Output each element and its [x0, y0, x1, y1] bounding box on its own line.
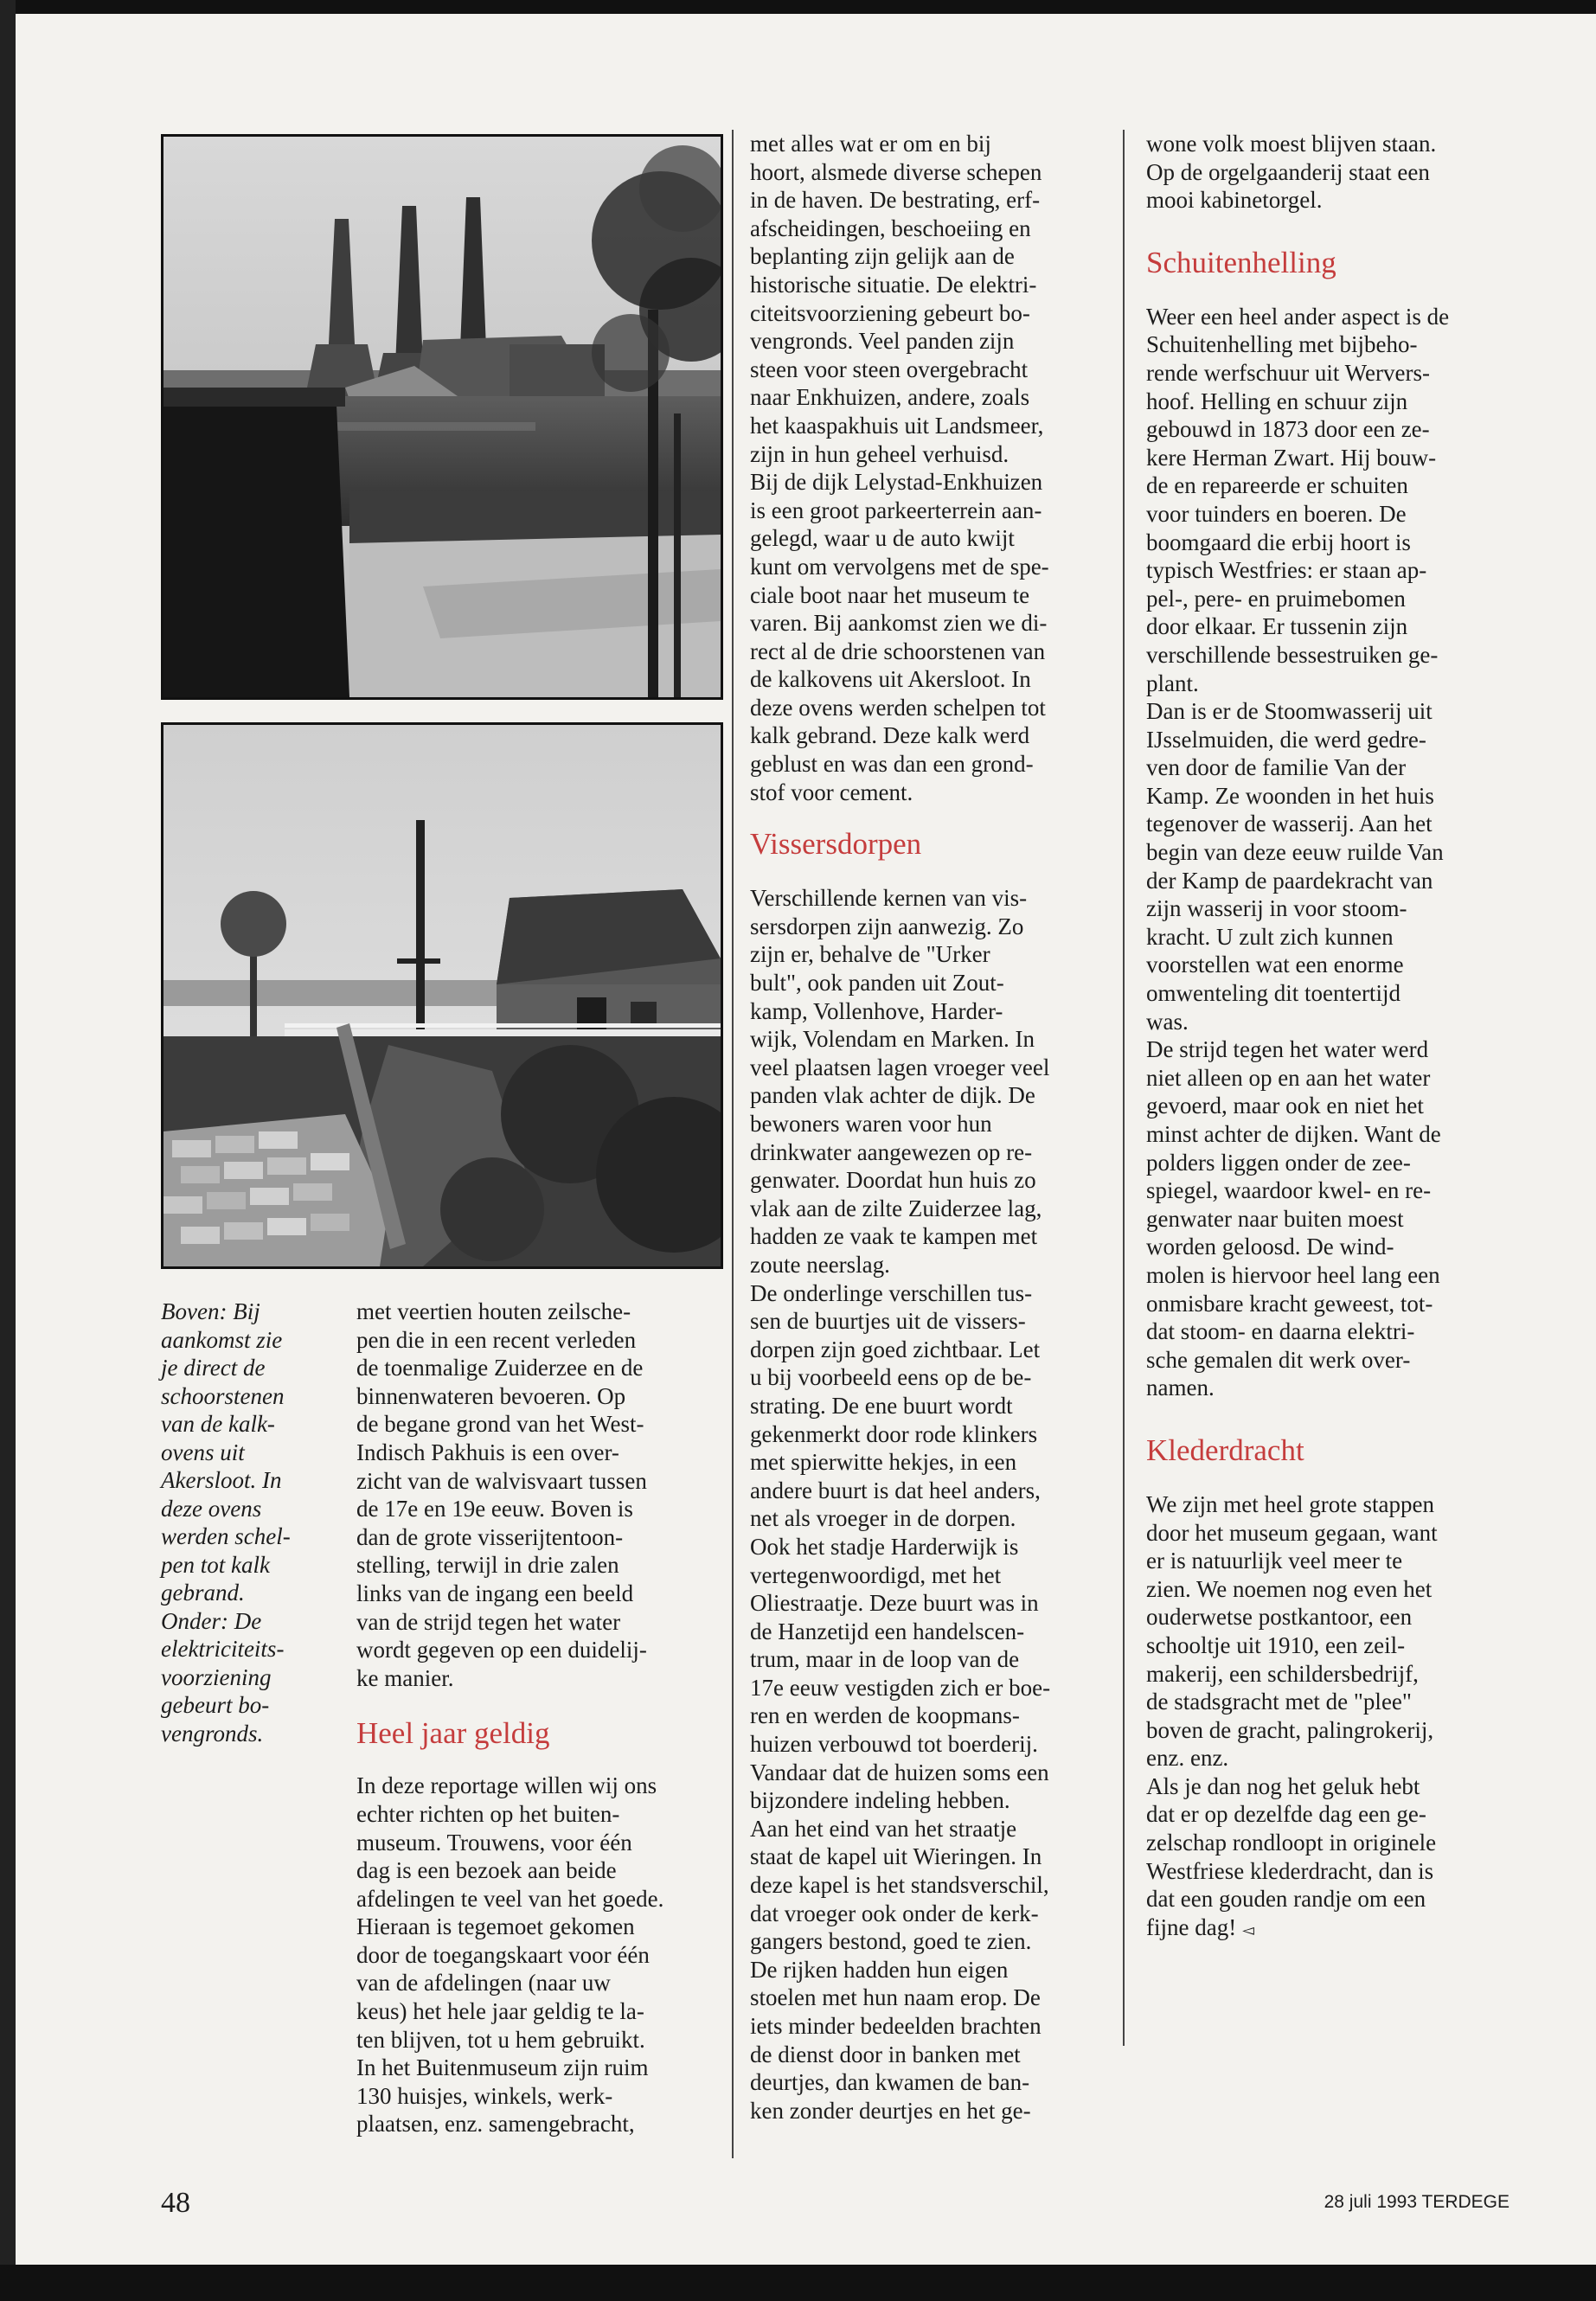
heading-heel-jaar-geldig: Heel jaar geldig	[356, 1716, 550, 1751]
col2-body-text	[356, 1772, 720, 2138]
caption-line: van de kalk-	[161, 1411, 275, 1437]
text-line: gekenmerkt door rode klinkers	[750, 1420, 1038, 1447]
heading-schuitenhelling: Schuitenhelling	[1146, 245, 1336, 279]
text-line: 130 huisjes, winkels, werk-	[356, 2082, 613, 2109]
text-line: sche gemalen dit werk over-	[1146, 1346, 1411, 1373]
text-line: ke manier.	[356, 1664, 454, 1691]
text-line: kalk gebrand. Deze kalk werd	[750, 722, 1030, 749]
text-line: steen voor steen overgebracht	[750, 356, 1029, 382]
text-line: net als vroeger in de dorpen.	[750, 1505, 1016, 1532]
text-line: varen. Bij aankomst zien we di-	[750, 610, 1048, 637]
text-line: gebouwd in 1873 door een ze-	[1146, 416, 1430, 443]
text-line: door het museum gegaan, want	[1146, 1519, 1438, 1546]
text-line: historische situatie. De elektri-	[750, 271, 1037, 298]
issue-footer: 28 juli 1993 TERDEGE	[1324, 2192, 1509, 2212]
text-line: 17e eeuw vestigden zich er boe-	[750, 1674, 1051, 1701]
text-line: boomgaard die erbij hoort is	[1146, 529, 1411, 555]
text-line: pel-, pere- en pruimebomen	[1146, 585, 1406, 612]
text-line: vlak aan de zilte Zuiderzee lag,	[750, 1195, 1042, 1221]
text-line: ken zonder deurtjes en het ge-	[750, 2097, 1031, 2124]
text-line: Oliestraatje. Deze buurt was in	[750, 1590, 1039, 1617]
caption-line: Akersloot. In	[161, 1467, 282, 1493]
text-line: stelling, terwijl in drie zalen	[356, 1552, 619, 1579]
text-line: der Kamp de paardekracht van	[1146, 867, 1433, 894]
house-icon	[163, 725, 721, 1266]
text-line: panden vlak achter de dijk. De	[750, 1082, 1035, 1109]
text-line: deurtjes, dan kwamen de ban-	[750, 2069, 1030, 2096]
text-line: afscheidingen, beschoeiing en	[750, 215, 1031, 241]
text-line: Vandaar dat de huizen soms een	[750, 1759, 1049, 1785]
text-line: voorstellen wat een enorme	[1146, 952, 1404, 978]
text-line: IJsselmuiden, die werd gedre-	[1146, 726, 1426, 753]
col3-body-text	[750, 884, 1109, 2125]
text-column-4	[1146, 130, 1509, 2158]
text-line: enz. enz.	[1146, 1745, 1229, 1772]
caption-line: pen tot kalk	[161, 1551, 270, 1578]
text-line: dan de grote visserijtentoon-	[356, 1523, 624, 1550]
text-line: met spierwitte hekjes, in een	[750, 1449, 1017, 1476]
text-line: zijn wasserij in voor stoom-	[1146, 895, 1407, 922]
text-line: trum, maar in de loop van de	[750, 1646, 1020, 1673]
text-column-2	[356, 1298, 720, 2158]
text-line: verschillende bessestruiken ge-	[1146, 641, 1439, 668]
text-line: kere Herman Zwart. Hij bouw-	[1146, 444, 1437, 471]
text-line: de kalkovens uit Akersloot. In	[750, 666, 1031, 693]
text-line: Westfriese klederdracht, dan is	[1146, 1857, 1434, 1884]
caption-line: voorziening	[161, 1663, 272, 1690]
text-line: door de toegangskaart voor één	[356, 1941, 650, 1968]
end-of-article-icon: ◅	[1241, 1920, 1254, 1939]
text-line: andere buurt is dat heel anders,	[750, 1477, 1041, 1503]
column-divider	[732, 130, 734, 2158]
text-line: deze kapel is het standsverschil,	[750, 1872, 1049, 1899]
text-line: De onderlinge verschillen tus-	[750, 1279, 1033, 1306]
text-line: van de strijd tegen het water	[356, 1608, 621, 1635]
text-line: omwenteling dit toentertijd	[1146, 980, 1401, 1007]
text-line: Aan het eind van het straatje	[750, 1815, 1017, 1842]
photo-caption	[161, 1298, 334, 1747]
caption-line: aankomst zie	[161, 1326, 283, 1353]
text-line: begin van deze eeuw ruilde Van	[1146, 839, 1444, 866]
text-line: Verschillende kernen van vis-	[750, 885, 1028, 912]
text-line: zien. We noemen nog even het	[1146, 1575, 1433, 1602]
text-line: de stadsgracht met de "plee"	[1146, 1689, 1412, 1715]
text-line: staat de kapel uit Wieringen. In	[750, 1843, 1042, 1870]
text-line: genwater. Doordat hun huis zo	[750, 1167, 1036, 1194]
text-line: bult", ook panden uit Zout-	[750, 970, 1004, 997]
text-line: wordt gegeven op een duidelij-	[356, 1637, 647, 1663]
text-line: iets minder bedeelden brachten	[750, 2013, 1042, 2039]
text-line: van de afdelingen (naar uw	[356, 1970, 611, 1997]
text-line: plant.	[1146, 670, 1199, 696]
text-line: niet alleen op en aan het water	[1146, 1064, 1431, 1091]
text-line: dat vroeger ook onder de kerk-	[750, 1900, 1039, 1926]
text-line: beplanting zijn gelijk aan de	[750, 243, 1015, 270]
text-line: ouderwetse postkantoor, een	[1146, 1604, 1413, 1631]
house-photo	[161, 722, 723, 1269]
text-line: zelschap rondloopt in originele	[1146, 1830, 1437, 1856]
text-line: Als je dan nog het geluk hebt	[1146, 1772, 1420, 1799]
text-line: wijk, Volendam en Marken. In	[750, 1026, 1035, 1053]
text-line: spiegel, waardoor kwel- en re-	[1146, 1177, 1432, 1204]
text-line: onmisbare kracht geweest, tot-	[1146, 1290, 1433, 1317]
text-line: museum. Trouwens, voor één	[356, 1829, 632, 1856]
text-line: deze ovens werden schelpen tot	[750, 694, 1046, 721]
text-line: was.	[1146, 1008, 1189, 1035]
text-line: gevoerd, maar ook en niet het	[1146, 1093, 1424, 1119]
text-line: kracht. U zult zich kunnen	[1146, 923, 1394, 950]
text-line: wone volk moest blijven staan.	[1146, 131, 1437, 157]
caption-line: Boven: Bij	[161, 1298, 260, 1324]
text-line: Dan is er de Stoomwasserij uit	[1146, 698, 1433, 725]
text-line: typisch Westfries: er staan ap-	[1146, 557, 1427, 584]
text-line: Weer een heel ander aspect is de	[1146, 303, 1450, 330]
text-line: afdelingen te veel van het goede.	[356, 1885, 664, 1912]
text-line: de Hanzetijd een handelscen-	[750, 1618, 1025, 1644]
text-line: De strijd tegen het water werd	[1146, 1036, 1429, 1063]
text-line: is een groot parkeerterrein aan-	[750, 497, 1042, 523]
heading-vissersdorpen: Vissersdorpen	[750, 827, 922, 862]
text-line: bijzondere indeling hebben.	[750, 1787, 1010, 1814]
text-line: Hieraan is tegemoet gekomen	[356, 1913, 635, 1940]
text-line: plaatsen, enz. samengebracht,	[356, 2111, 635, 2138]
text-line: genwater naar buiten moest	[1146, 1205, 1404, 1232]
text-line: zijn in hun geheel verhuisd.	[750, 440, 1010, 467]
col4-schuiten-text	[1146, 303, 1509, 1402]
text-column-3	[750, 130, 1109, 2158]
text-line: strating. De ene buurt wordt	[750, 1392, 1013, 1419]
caption-line: Onder: De	[161, 1607, 262, 1634]
text-line: de 17e en 19e eeuw. Boven is	[356, 1496, 633, 1522]
caption-line: elektriciteits-	[161, 1636, 285, 1662]
text-line: Bij de dijk Lelystad-Enkhuizen	[750, 469, 1043, 496]
text-line: worden geloosd. De wind-	[1146, 1234, 1394, 1260]
kilns-photo	[161, 134, 723, 700]
text-line: makerij, een schildersbedrijf,	[1146, 1660, 1419, 1687]
text-line: We zijn met heel grote stappen	[1146, 1490, 1434, 1517]
text-line: zoute neerslag.	[750, 1251, 890, 1278]
text-line: naar Enkhuizen, andere, zoals	[750, 384, 1030, 411]
text-line: hoort, alsmede diverse schepen	[750, 158, 1042, 185]
col4-kleder-text	[1146, 1490, 1509, 1945]
caption-line: gebrand.	[161, 1580, 245, 1606]
text-line: de dienst door in banken met	[750, 2041, 1021, 2067]
text-line: rende werfschuur uit Wervers-	[1146, 359, 1430, 386]
text-line: minst achter de dijken. Want de	[1146, 1121, 1441, 1147]
text-line: in de haven. De bestrating, erf-	[750, 187, 1041, 214]
col4-intro-text	[1146, 130, 1509, 215]
caption-line: schoorstenen	[161, 1382, 285, 1409]
text-line: molen is hiervoor heel lang een	[1146, 1261, 1440, 1288]
text-line: hadden ze vaak te kampen met	[750, 1223, 1038, 1250]
caption-line: werden schel-	[161, 1523, 291, 1549]
scan-border-bottom	[0, 2265, 1596, 2301]
text-line: tegenover de wasserij. Aan het	[1146, 811, 1433, 837]
text-line: het kaaspakhuis uit Landsmeer,	[750, 412, 1044, 439]
col2-intro-text	[356, 1298, 720, 1692]
text-line: ciale boot naar het museum te	[750, 581, 1030, 608]
column-divider	[1123, 130, 1125, 2046]
text-line: drinkwater aangewezen op re-	[750, 1138, 1033, 1165]
text-line: fijne dag! ◅	[1146, 1913, 1254, 1940]
text-line: vertegenwoordigd, met het	[750, 1561, 1002, 1588]
text-line: met veertien houten zeilsche-	[356, 1298, 631, 1324]
kilns-icon	[163, 137, 721, 697]
text-line: stoelen met hun naam erop. De	[750, 1984, 1041, 2011]
text-line: de toenmalige Zuiderzee en de	[356, 1355, 644, 1381]
text-line: In het Buitenmuseum zijn ruim	[356, 2054, 649, 2081]
scan-border-top	[0, 0, 1596, 14]
text-line: schooltje uit 1910, een zeil-	[1146, 1631, 1406, 1658]
text-line: hoof. Helling en schuur zijn	[1146, 388, 1408, 414]
text-line: veel plaatsen lagen vroeger veel	[750, 1054, 1050, 1080]
text-line: rect al de drie schoorstenen van	[750, 638, 1046, 664]
text-line: u bij voorbeeld eens op de be-	[750, 1364, 1032, 1391]
text-line: links van de ingang een beeld	[356, 1580, 634, 1606]
text-line: zicht van de walvisvaart tussen	[356, 1467, 647, 1494]
text-line: huizen verbouwd tot boerderij.	[750, 1731, 1038, 1758]
text-line: Kamp. Ze woonden in het huis	[1146, 782, 1434, 809]
text-line: sersdorpen zijn aanwezig. Zo	[750, 913, 1024, 939]
heading-klederdracht: Klederdracht	[1146, 1433, 1304, 1467]
text-line: vengronds. Veel panden zijn	[750, 328, 1015, 355]
text-line: ven door de familie Van der	[1146, 754, 1407, 781]
text-line: polders liggen onder de zee-	[1146, 1149, 1411, 1176]
text-line: binnenwateren bevoeren. Op	[356, 1382, 626, 1409]
text-line: de begane grond van het West-	[356, 1411, 644, 1438]
caption-line: vengronds.	[161, 1720, 264, 1747]
text-line: In deze reportage willen wij ons	[356, 1772, 657, 1799]
text-line: de en repareerde er schuiten	[1146, 472, 1408, 499]
text-line: keus) het hele jaar geldig te la-	[356, 1998, 644, 2025]
text-line: dag is een bezoek aan beide	[356, 1857, 617, 1884]
text-line: Indisch Pakhuis is een over-	[356, 1439, 619, 1465]
text-line: ren en werden de koopmans-	[750, 1702, 1020, 1729]
text-line: namen.	[1146, 1375, 1215, 1401]
text-line: door elkaar. Er tussenin zijn	[1146, 613, 1408, 640]
text-line: echter richten op het buiten-	[356, 1800, 620, 1827]
text-line: Schuitenhelling met bijbeho-	[1146, 331, 1418, 358]
text-line: dat stoom- en daarna elektri-	[1146, 1318, 1415, 1345]
text-line: zijn er, behalve de "Urker	[750, 941, 990, 968]
text-line: bewoners waren voor hun	[750, 1111, 992, 1137]
text-line: voor tuinders en boeren. De	[1146, 500, 1407, 527]
text-line: dat een gouden randje om een	[1146, 1886, 1426, 1913]
text-line: ten blijven, tot u hem gebruikt.	[356, 2026, 645, 2053]
text-line: kunt om vervolgens met de spe-	[750, 553, 1049, 580]
text-line: stof voor cement.	[750, 779, 913, 805]
text-line: geblust en was dan een grond-	[750, 751, 1034, 778]
col3-intro-text	[750, 130, 1109, 806]
text-line: pen die in een recent verleden	[356, 1326, 637, 1353]
text-line: kamp, Vollenhove, Harder-	[750, 997, 1003, 1024]
scan-border-left	[0, 0, 16, 2301]
text-line: met alles wat er om en bij	[750, 131, 991, 157]
text-line: Op de orgelgaanderij staat een	[1146, 158, 1430, 185]
text-line: De rijken hadden hun eigen	[750, 1956, 1009, 1983]
page-number: 48	[161, 2187, 190, 2219]
text-line: dorpen zijn goed zichtbaar. Let	[750, 1336, 1041, 1362]
text-line: er is natuurlijk veel meer te	[1146, 1548, 1403, 1574]
text-line: gelegd, waar u de auto kwijt	[750, 525, 1015, 552]
text-line: citeitsvoorziening gebeurt bo-	[750, 299, 1030, 326]
text-line: mooi kabinetorgel.	[1146, 187, 1323, 214]
text-line: dat er op dezelfde dag een ge-	[1146, 1801, 1426, 1828]
caption-line: gebeurt bo-	[161, 1692, 270, 1718]
text-line: sen de buurtjes uit de vissers-	[750, 1308, 1026, 1335]
caption-line: deze ovens	[161, 1495, 262, 1522]
caption-line: je direct de	[161, 1355, 266, 1381]
text-line: gangers bestond, goed te zien.	[750, 1928, 1032, 1955]
text-line: boven de gracht, palingrokerij,	[1146, 1716, 1434, 1743]
caption-line: ovens uit	[161, 1439, 245, 1465]
text-line: Ook het stadje Harderwijk is	[750, 1533, 1019, 1560]
